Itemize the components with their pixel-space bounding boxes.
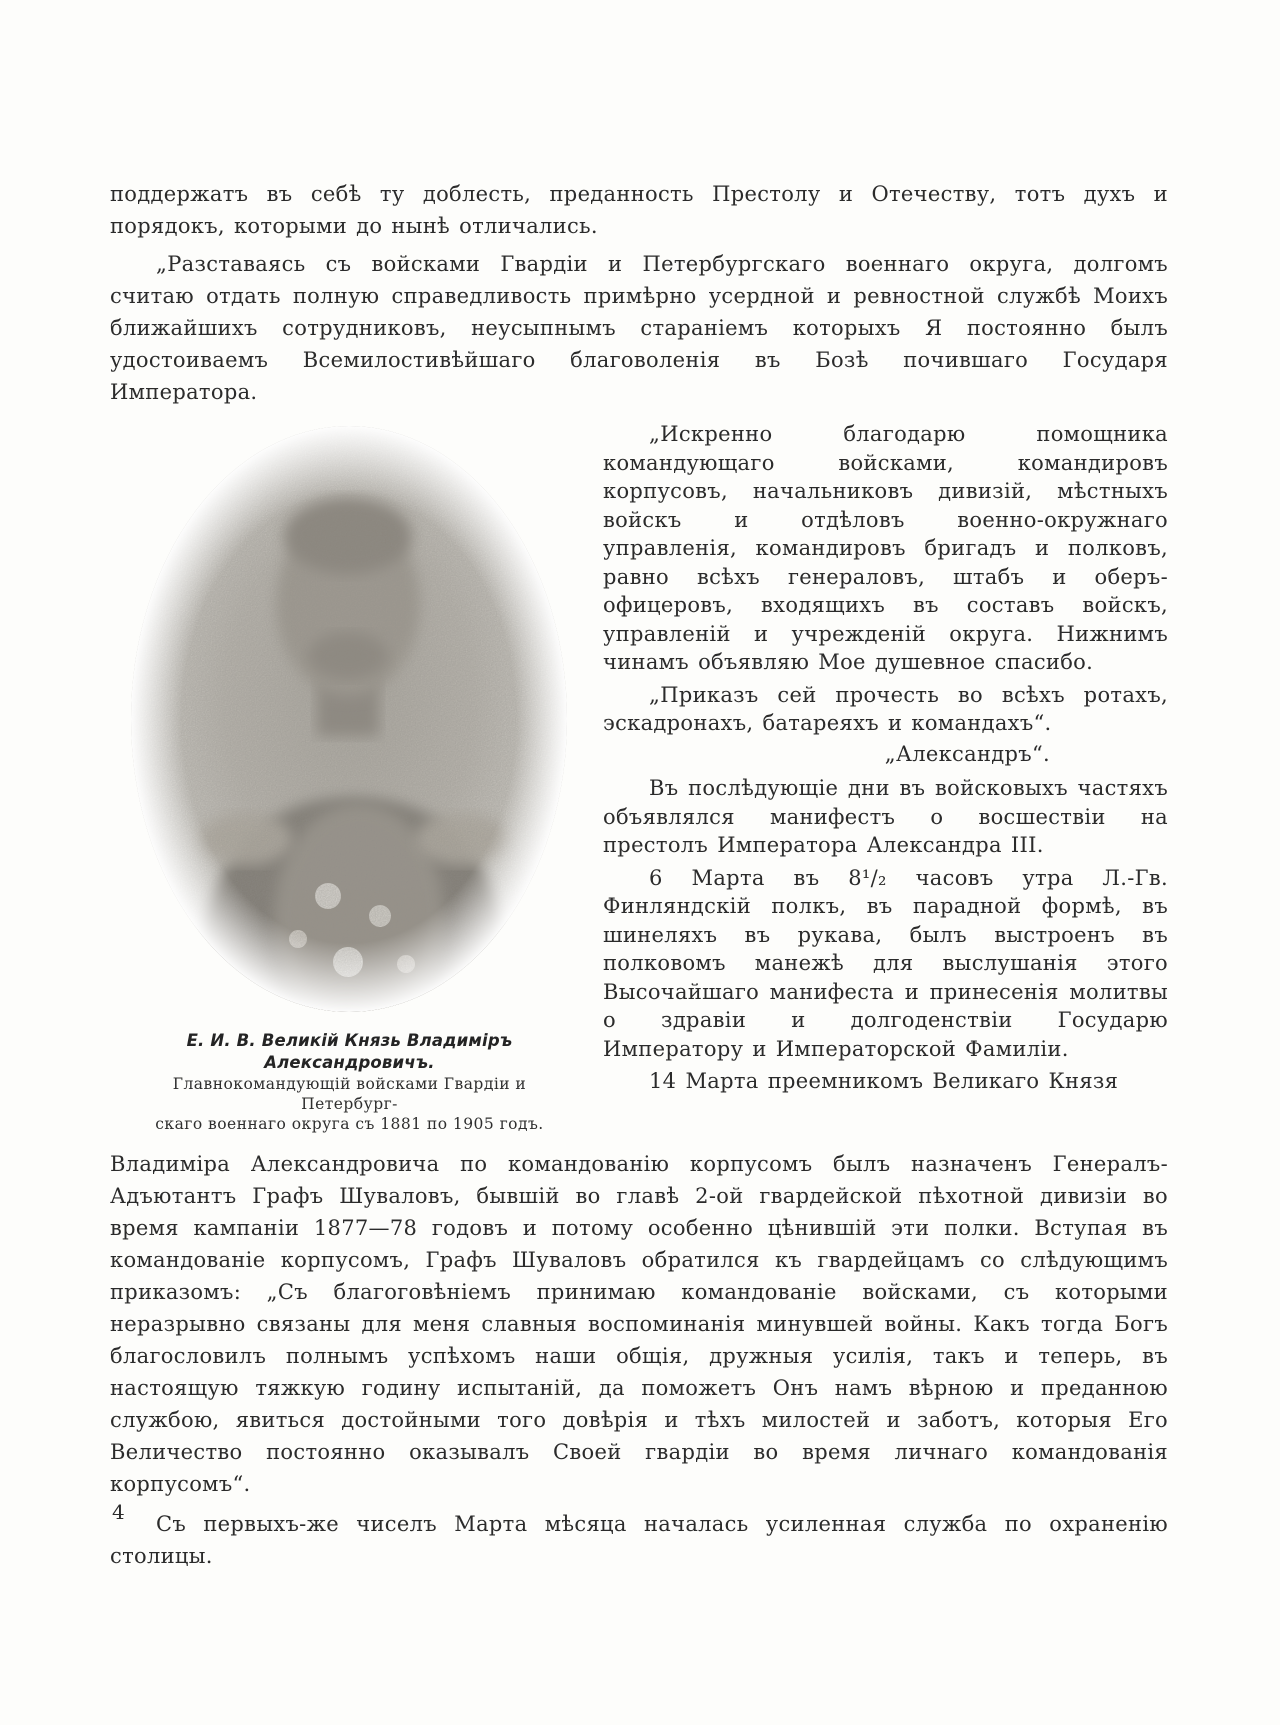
paragraph-thanks-commanders: „Искренно благодарю помощника командующаго войсками, командировъ корпусовъ, начальниковъ дивизій, мѣстныхъ войскъ и отдѣловъ военно-окружнаго управленія, командировъ бригадъ и полковъ, равно всѣхъ генераловъ, штабъ и оберъ-офицеровъ, входящихъ въ составъ войскъ, управленій и учрежденій округа. Нижнимъ чинамъ объявляю Мое душевное спасибо. [603,422,1168,674]
bottom-section [110,1148,1168,1572]
portrait-caption-line: скаго военнаго округа съ 1881 по 1905 годъ. [155,1115,544,1133]
portrait-caption-line: Главнокомандующій войсками Гвардіи и Петербург- [172,1075,527,1113]
paragraph-order-read: „Приказъ сей прочесть во всѣхъ ротахъ, эскадронахъ, батареяхъ и командахъ“. [603,682,1168,735]
two-column-region [110,418,1168,1134]
portrait-caption [124,1030,575,1134]
paragraph-continuation: поддержатъ въ себѣ ту доблесть, преданность Престолу и Отечеству, тотъ духъ и порядокъ, которыми до нынѣ отличались. [110,182,1168,238]
paragraph-order-farewell: „Разставаясь съ войсками Гвардіи и Петербургскаго военнаго округа, долгомъ считаю отдать полную справедливость примѣрно усердной и ревностной службѣ Моихъ ближайшихъ сотрудниковъ, неусыпнымъ стараніемъ которыхъ Я постоянно былъ удостоиваемъ Всемилостивѣйшаго благоволенія въ Бозѣ почившаго Государя Императора. [110,252,1168,404]
paragraph-march-14-start: 14 Марта преемникомъ Великаго Князя [649,1069,1119,1093]
right-text-column [603,418,1168,1134]
paragraph-shuvalov: Владиміра Александровича по командованію корпусомъ былъ назначенъ Генералъ-Адъютантъ Графъ Шуваловъ, бывшій во главѣ 2-ой гвардейской пѣхотной дивизіи во время кампаніи 1877—78 годовъ и потому особенно цѣнившій эти полки. Вступая въ командованіе корпусомъ, Графъ Шуваловъ обратился къ гвардейцамъ со слѣдующимъ приказомъ: „Съ благоговѣніемъ принимаю командованіе войсками, съ которыми неразрывно связаны для меня славныя воспоминанія минувшей войны. Какъ тогда Богъ благословилъ полнымъ успѣхомъ наши общія, дружныя усилія, такъ и теперь, въ настоящую тяжкую годину испытаній, да поможетъ Онъ намъ вѣрною и преданною службою, явиться достойными того довѣрія и тѣхъ милостей и заботъ, которыя Его Величество постоянно оказывалъ Своей гвардіи во время личнаго командованія корпусомъ“. [110,1152,1168,1496]
paragraph-manifesto: Въ послѣдующіе дни въ войсковыхъ частяхъ объявлялся манифестъ о восшествіи на престолъ Императора Александра III. [603,776,1168,857]
portrait-caption-title: Е. И. В. Великій Князь Владиміръ Александровичъ. [186,1031,513,1072]
paragraph-guard-duty: Съ первыхъ-же чиселъ Марта мѣсяца началась усиленная служба по охраненію столицы. [110,1512,1168,1568]
signature-alexander: „Александръ“. [884,741,1050,766]
portrait-engraving-graphic [124,424,574,1024]
page-number: 4 [112,1500,125,1524]
page-content [110,178,1168,1572]
paragraph-march-6: 6 Марта въ 8¹/₂ часовъ утра Л.-Гв. Финляндскій полкъ, въ парадной формѣ, въ шинеляхъ въ рукава, былъ выстроенъ въ полковомъ манежѣ для выслушанія этого Высочайшаго манифеста и принесенія молитвы о здравіи и долгоденствіи Государю Императору и Императорской Фамиліи. [603,865,1168,1061]
portrait-figure [110,418,575,1134]
portrait-image [124,424,574,1024]
